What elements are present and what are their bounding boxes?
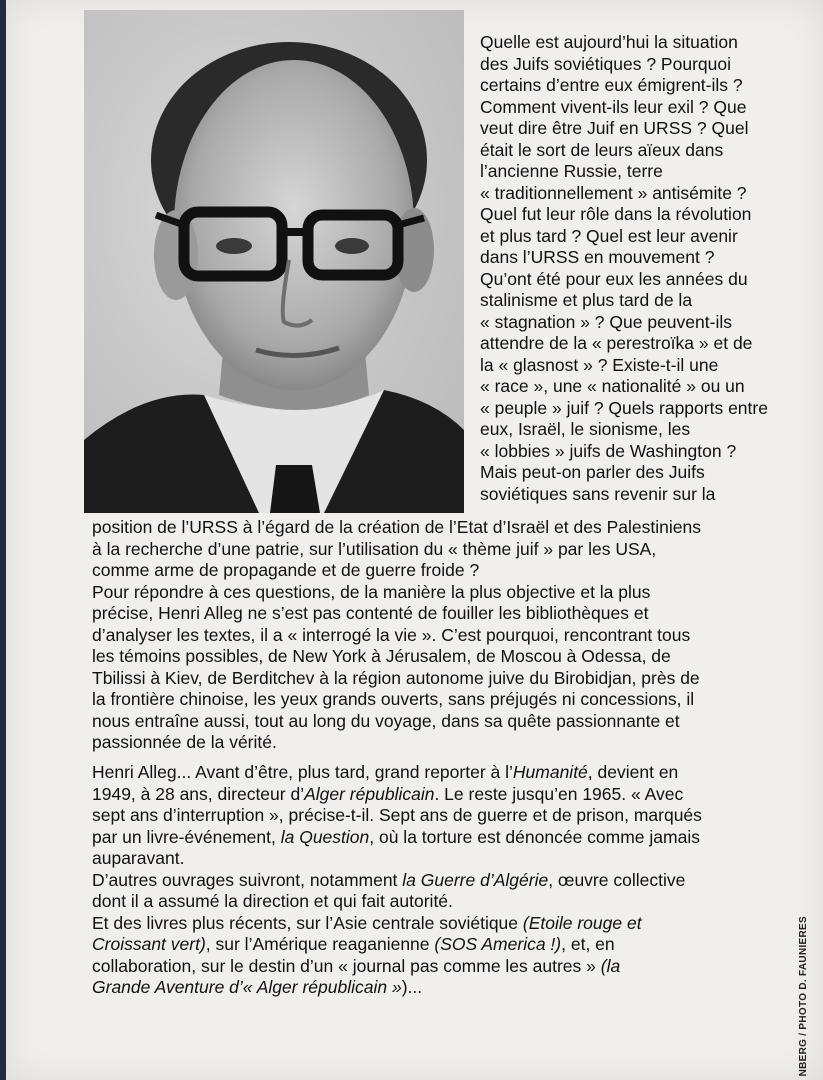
text-line: certains d’entre eux émigrent-ils ? bbox=[480, 75, 743, 95]
intro-continued-text bbox=[92, 517, 792, 754]
text-line: passionnée de la vérité. bbox=[92, 732, 277, 752]
text-line: était le sort de leurs aïeux dans bbox=[480, 139, 724, 160]
text-line: d’analyser les textes, il a « interrogé la vie ». C’est pourquoi, rencontrant tous bbox=[92, 624, 691, 645]
text-line: Comment vivent-ils leur exil ? Que bbox=[480, 96, 747, 117]
text-line: « race », une « nationalité » ou un bbox=[480, 376, 745, 396]
portrait-illustration bbox=[84, 10, 464, 513]
bio-line: Henri Alleg... Avant d’être, plus tard, grand reporter à l’Humanité, devient en bbox=[92, 762, 679, 782]
author-biography bbox=[92, 762, 792, 999]
text-line: attendre de la « perestroïka » et de bbox=[480, 333, 753, 353]
text-line: des Juifs soviétiques ? Pourquoi bbox=[480, 53, 731, 74]
text-line: comme arme de propagande et de guerre froide ? bbox=[92, 560, 480, 580]
text-line: Quelle est aujourd’hui la situation bbox=[480, 32, 738, 52]
text-line: Qu’ont été pour eux les années du bbox=[480, 268, 748, 289]
text-line: position de l’URSS à l’égard de la création de l’Etat d’Israël et des Palestiniens bbox=[92, 517, 701, 537]
text-line: « peuple » juif ? Quels rapports entre bbox=[480, 397, 768, 418]
bio-line: Croissant vert), sur l’Amérique reaganienne (SOS America !), et, en bbox=[92, 934, 615, 954]
text-line: soviétiques sans revenir sur la bbox=[480, 483, 716, 504]
bio-line: Et des livres plus récents, sur l’Asie centrale soviétique (Etoile rouge et bbox=[92, 912, 642, 933]
text-line: à la recherche d’une patrie, sur l’utilisation du « thème juif » par les USA, bbox=[92, 538, 657, 559]
text-line: dans l’URSS en mouvement ? bbox=[480, 247, 715, 267]
text-line: Mais peut-on parler des Juifs bbox=[480, 462, 705, 482]
text-line: la frontière chinoise, les yeux grands ouverts, sans préjugés ni concessions, il bbox=[92, 689, 695, 709]
text-line: veut dire être Juif en URSS ? Quel bbox=[480, 118, 749, 138]
bio-line: sept ans d’interruption », précise-t-il. Sept ans de guerre et de prison, marqués bbox=[92, 805, 702, 825]
text-line: « traditionnellement » antisémite ? bbox=[480, 182, 747, 203]
text-line: « stagnation » ? Que peuvent-ils bbox=[480, 311, 732, 332]
bio-line: par un livre-événement, la Question, où la torture est dénoncée comme jamais bbox=[92, 826, 700, 847]
bio-line: auparavant. bbox=[92, 848, 185, 868]
text-line: stalinisme et plus tard de la bbox=[480, 290, 693, 310]
bio-line: D’autres ouvrages suivront, notamment la Guerre d’Algérie, œuvre collective bbox=[92, 869, 686, 890]
text-line: précise, Henri Alleg ne s’est pas contenté de fouiller les bibliothèques et bbox=[92, 603, 649, 623]
bio-line: dont il a assumé la direction et qui fait autorité. bbox=[92, 891, 453, 911]
text-line: les témoins possibles, de New York à Jérusalem, de Moscou à Odessa, de bbox=[92, 646, 671, 666]
bio-line: Grande Aventure d’« Alger républicain »)... bbox=[92, 977, 423, 997]
text-line: eux, Israël, le sionisme, les bbox=[480, 419, 691, 439]
photo-credit: NBERG / PHOTO D. FAUNIERES bbox=[798, 915, 809, 1076]
text-line: nous entraîne aussi, tout au long du voyage, dans sa quête passionnante et bbox=[92, 710, 680, 731]
text-line: l’ancienne Russie, terre bbox=[480, 161, 663, 181]
author-portrait-photo bbox=[84, 10, 464, 513]
bio-line: collaboration, sur le destin d’un « journal pas comme les autres » (la bbox=[92, 955, 621, 976]
book-back-cover bbox=[6, 0, 823, 1080]
text-line: Tbilissi à Kiev, de Berditchev à la région autonome juive du Birobidjan, près de bbox=[92, 667, 700, 688]
text-line: Pour répondre à ces questions, de la manière la plus objective et la plus bbox=[92, 581, 651, 602]
text-line: la « glasnost » ? Existe-t-il une bbox=[480, 354, 719, 375]
bio-line: 1949, à 28 ans, directeur d’Alger républicain. Le reste jusqu’en 1965. « Avec bbox=[92, 783, 684, 804]
text-line: « lobbies » juifs de Washington ? bbox=[480, 440, 737, 461]
text-line: Quel fut leur rôle dans la révolution bbox=[480, 204, 752, 224]
text-line: et plus tard ? Quel est leur avenir bbox=[480, 225, 738, 246]
intro-column-text bbox=[480, 32, 790, 505]
